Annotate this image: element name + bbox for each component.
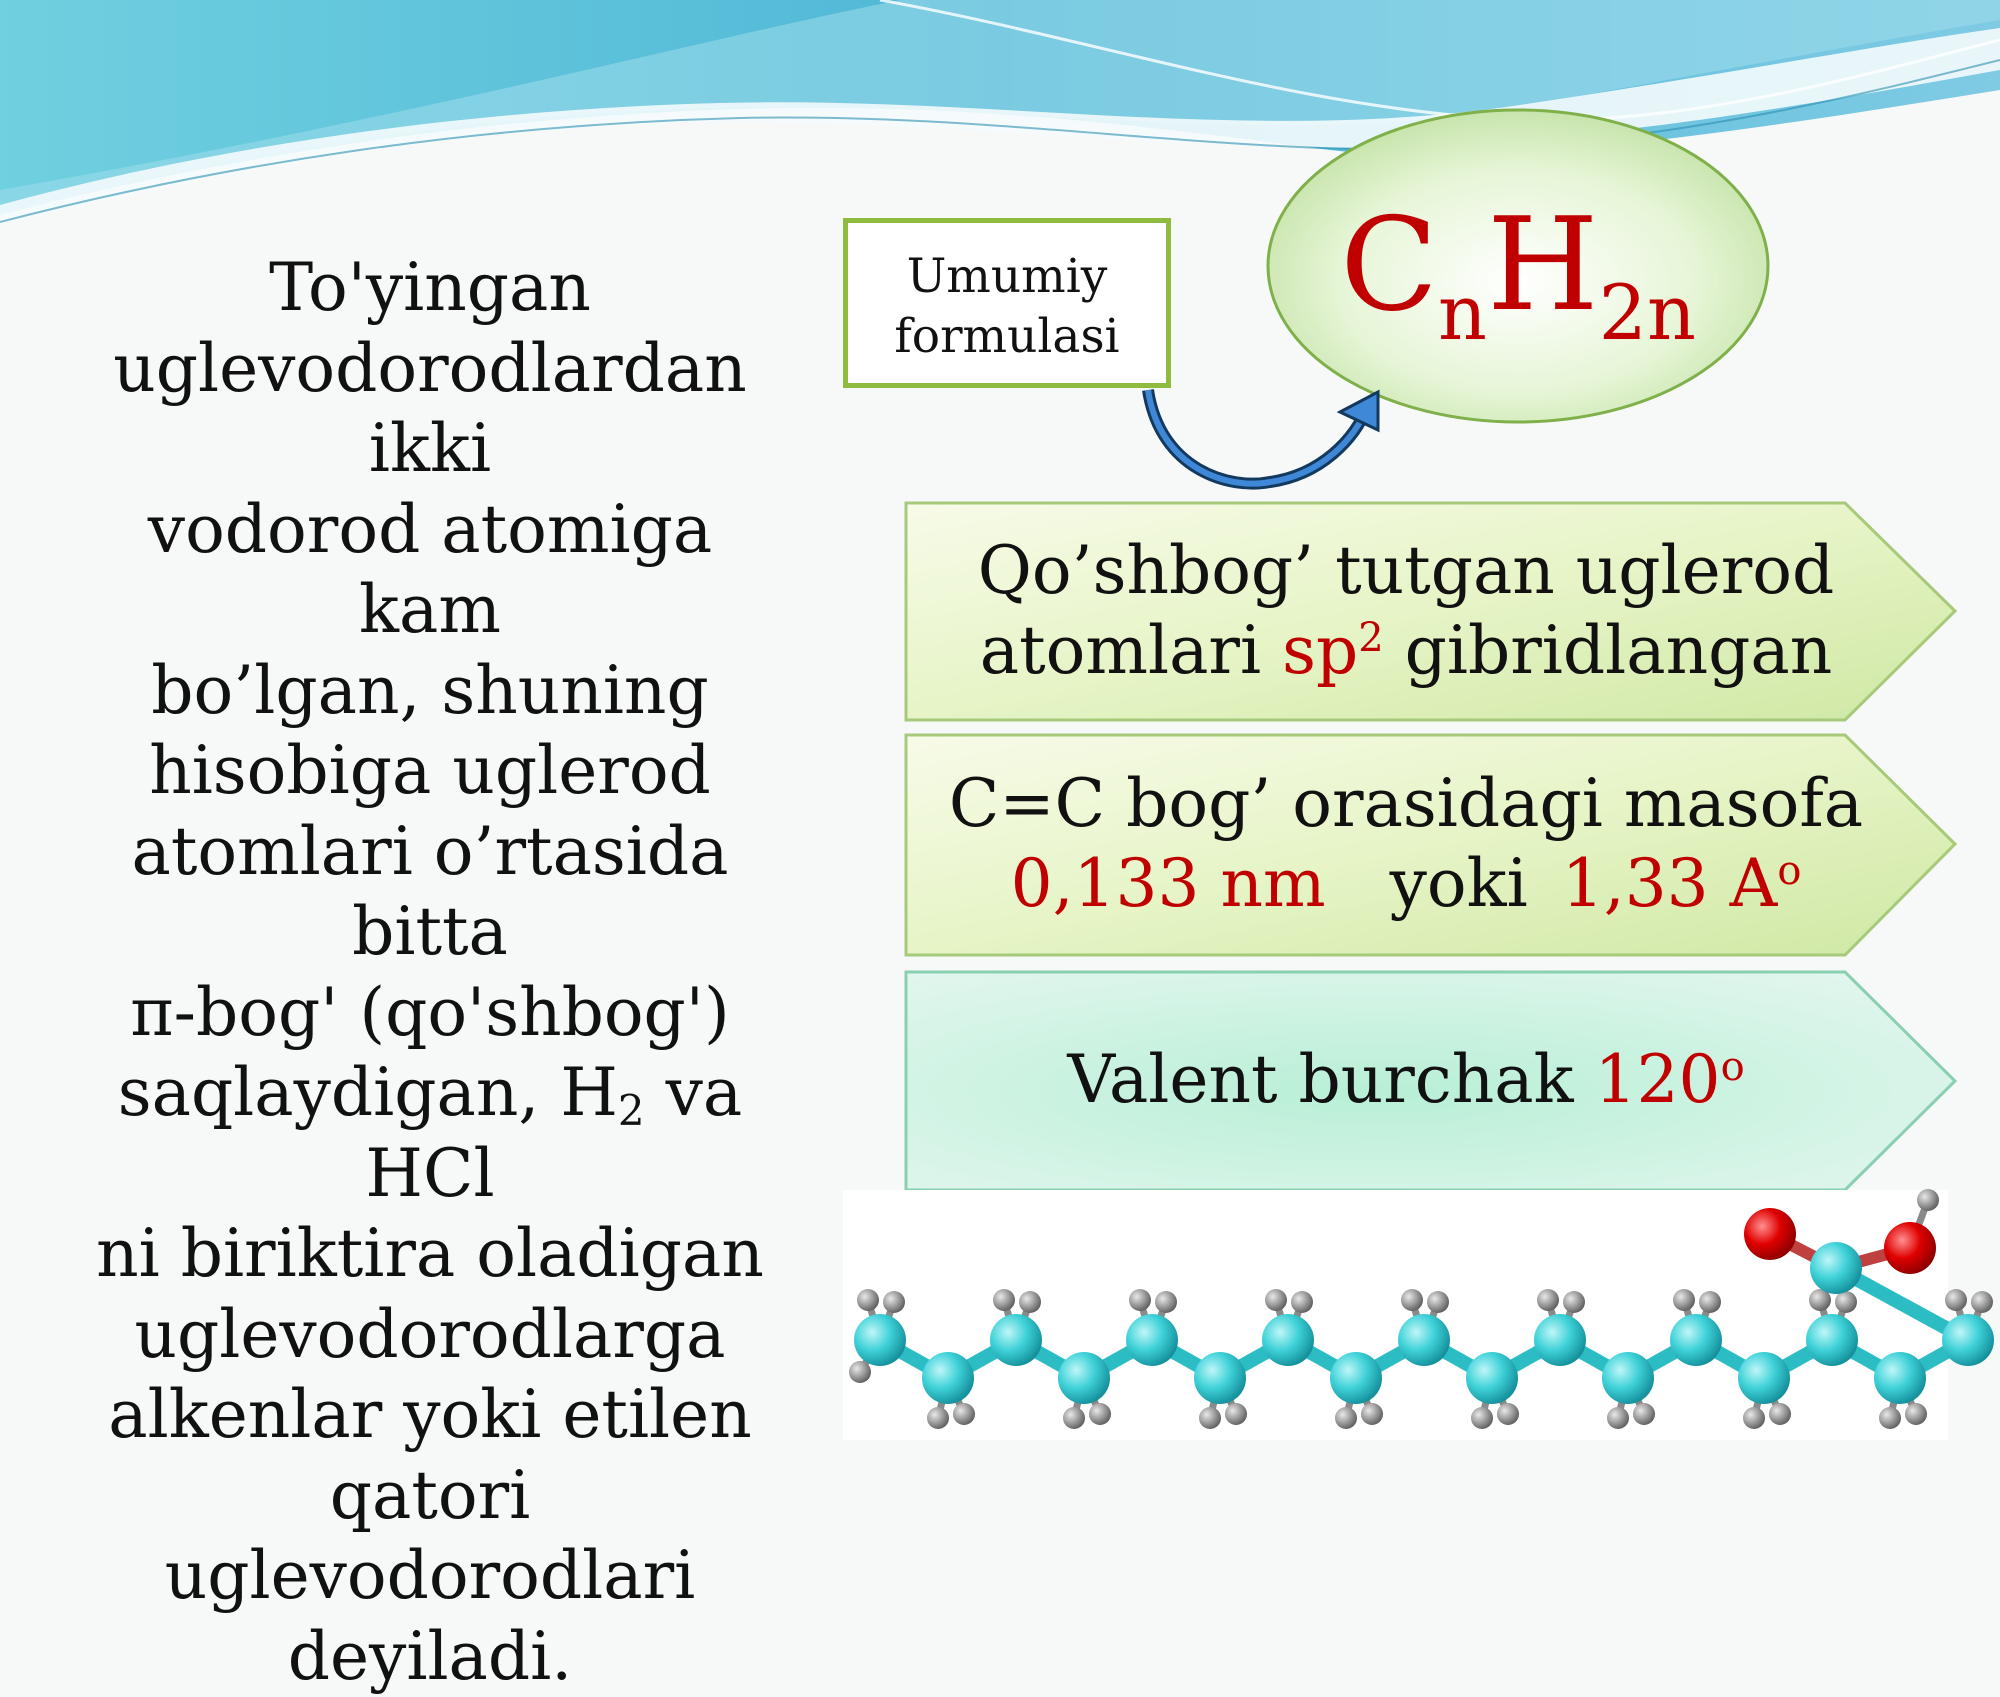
hydrogen-atom: [857, 1289, 879, 1311]
hydrogen-atom: [849, 1361, 871, 1383]
hydrogen-atom: [1905, 1403, 1927, 1425]
carbon-atom: [1262, 1314, 1314, 1366]
hydrogen-atom: [1471, 1407, 1493, 1429]
paragraph-line: alkenlar yoki etilen: [70, 1375, 790, 1456]
text-line: [906, 611, 1906, 691]
paragraph-line: atomlari o’rtasida bitta: [70, 812, 790, 973]
valence-angle-text: [906, 1040, 1906, 1120]
paragraph-line: [70, 1053, 790, 1214]
hydrogen-atom: [1063, 1407, 1085, 1429]
hydrogen-atom: [883, 1291, 905, 1313]
text-line: [906, 844, 1906, 924]
carbon-atom: [1398, 1314, 1450, 1366]
label-line: formulasi: [848, 307, 1166, 367]
definition-paragraph: [70, 248, 790, 1697]
hydrogen-atom: [1673, 1289, 1695, 1311]
carbon-atom: [922, 1352, 974, 1404]
bond-length-text: [906, 764, 1906, 924]
carbon-atom: [1670, 1314, 1722, 1366]
bond-length-angstrom: 1,33 A: [1562, 845, 1778, 922]
paragraph-line: deyiladi.: [70, 1617, 790, 1697]
carbon-atom: [990, 1314, 1042, 1366]
degree-sign: o: [1721, 1044, 1745, 1090]
paragraph-line: qatori uglevodorodlari: [70, 1456, 790, 1617]
hydrogen-atom: [1607, 1407, 1629, 1429]
carbon-atom: [1738, 1352, 1790, 1404]
oxygen-atom: [1884, 1222, 1936, 1274]
carbon-atom: [1330, 1352, 1382, 1404]
superscript: 2: [1358, 615, 1383, 661]
carbon-atom: [1942, 1314, 1994, 1366]
hydrogen-atom: [1199, 1407, 1221, 1429]
carbon-atom: [1058, 1352, 1110, 1404]
hydrogen-atom: [1497, 1403, 1519, 1425]
hydrogen-atom: [1401, 1289, 1423, 1311]
hydrogen-atom: [953, 1403, 975, 1425]
formula-sub-n: n: [1438, 268, 1487, 357]
hydrogen-atom: [1129, 1289, 1151, 1311]
hydrogen-atom: [1945, 1289, 1967, 1311]
text-part: gibridlangan: [1384, 612, 1833, 689]
paragraph-line: To'yingan: [70, 248, 790, 329]
hydrogen-atom: [1699, 1291, 1721, 1313]
hydrogen-atom: [1427, 1291, 1449, 1313]
text-line: Qo’shbog’ tutgan uglerod: [906, 531, 1906, 611]
hydrogen-atom: [1743, 1407, 1765, 1429]
hydrogen-atom: [1879, 1407, 1901, 1429]
hydrogen-atom: [1291, 1291, 1313, 1313]
hydrogen-atom: [993, 1289, 1015, 1311]
carbon-atom: [854, 1314, 906, 1366]
hydrogen-atom: [1633, 1403, 1655, 1425]
hydrogen-atom: [1265, 1289, 1287, 1311]
text-part: atomlari: [980, 612, 1282, 689]
sp-label: sp: [1282, 612, 1358, 689]
carbon-atom: [1810, 1242, 1862, 1294]
label-line: Umumiy: [848, 247, 1166, 307]
formula-h: H: [1487, 191, 1599, 340]
bond-length-nm: 0,133 nm: [1011, 845, 1326, 922]
hydrogen-atom: [1361, 1403, 1383, 1425]
carbon-atom: [1806, 1314, 1858, 1366]
hydrogen-atom: [1019, 1291, 1041, 1313]
angle-value: 120: [1595, 1041, 1721, 1118]
general-formula: [1268, 110, 1768, 422]
paragraph-text: saqlaydigan, H: [118, 1054, 618, 1131]
carbon-atom: [1534, 1314, 1586, 1366]
carbon-atom: [1126, 1314, 1178, 1366]
hydrogen-atom: [1971, 1291, 1993, 1313]
hydrogen-atom: [1835, 1291, 1857, 1313]
hydrogen-atom: [1335, 1407, 1357, 1429]
carbon-atom: [1602, 1352, 1654, 1404]
paragraph-text: va HCl: [365, 1054, 742, 1212]
text-part: Valent burchak: [1067, 1041, 1594, 1118]
formula-c: C: [1340, 191, 1438, 340]
paragraph-line: uglevodorodlardan ikki: [70, 329, 790, 490]
superscript: o: [1777, 848, 1801, 894]
formula-sub-2n: 2n: [1599, 268, 1696, 357]
paragraph-line: ni biriktira oladigan: [70, 1214, 790, 1295]
hydrogen-atom: [1917, 1189, 1939, 1211]
carbon-atom: [1874, 1352, 1926, 1404]
hydrogen-atom: [1769, 1403, 1791, 1425]
carbon-atom: [1194, 1352, 1246, 1404]
subscript: 2: [618, 1086, 645, 1135]
paragraph-line: uglevodorodlarga: [70, 1295, 790, 1376]
paragraph-line: vodorod atomiga kam: [70, 490, 790, 651]
paragraph-line: π-bog' (qo'shbog'): [70, 973, 790, 1054]
hydrogen-atom: [1537, 1289, 1559, 1311]
paragraph-line: hisobiga uglerod: [70, 731, 790, 812]
hybridization-text: [906, 531, 1906, 691]
hydrogen-atom: [927, 1407, 949, 1429]
carbon-atom: [1466, 1352, 1518, 1404]
hydrogen-atom: [1563, 1291, 1585, 1313]
hydrogen-atom: [1089, 1403, 1111, 1425]
paragraph-line: bo’lgan, shuning: [70, 651, 790, 732]
hydrogen-atom: [1155, 1291, 1177, 1313]
text-line: C=C bog’ orasidagi masofa: [906, 764, 1906, 844]
oxygen-atom: [1744, 1208, 1796, 1260]
or-word: yoki: [1390, 845, 1528, 922]
hydrogen-atom: [1225, 1403, 1247, 1425]
general-formula-label-box: [843, 218, 1171, 388]
